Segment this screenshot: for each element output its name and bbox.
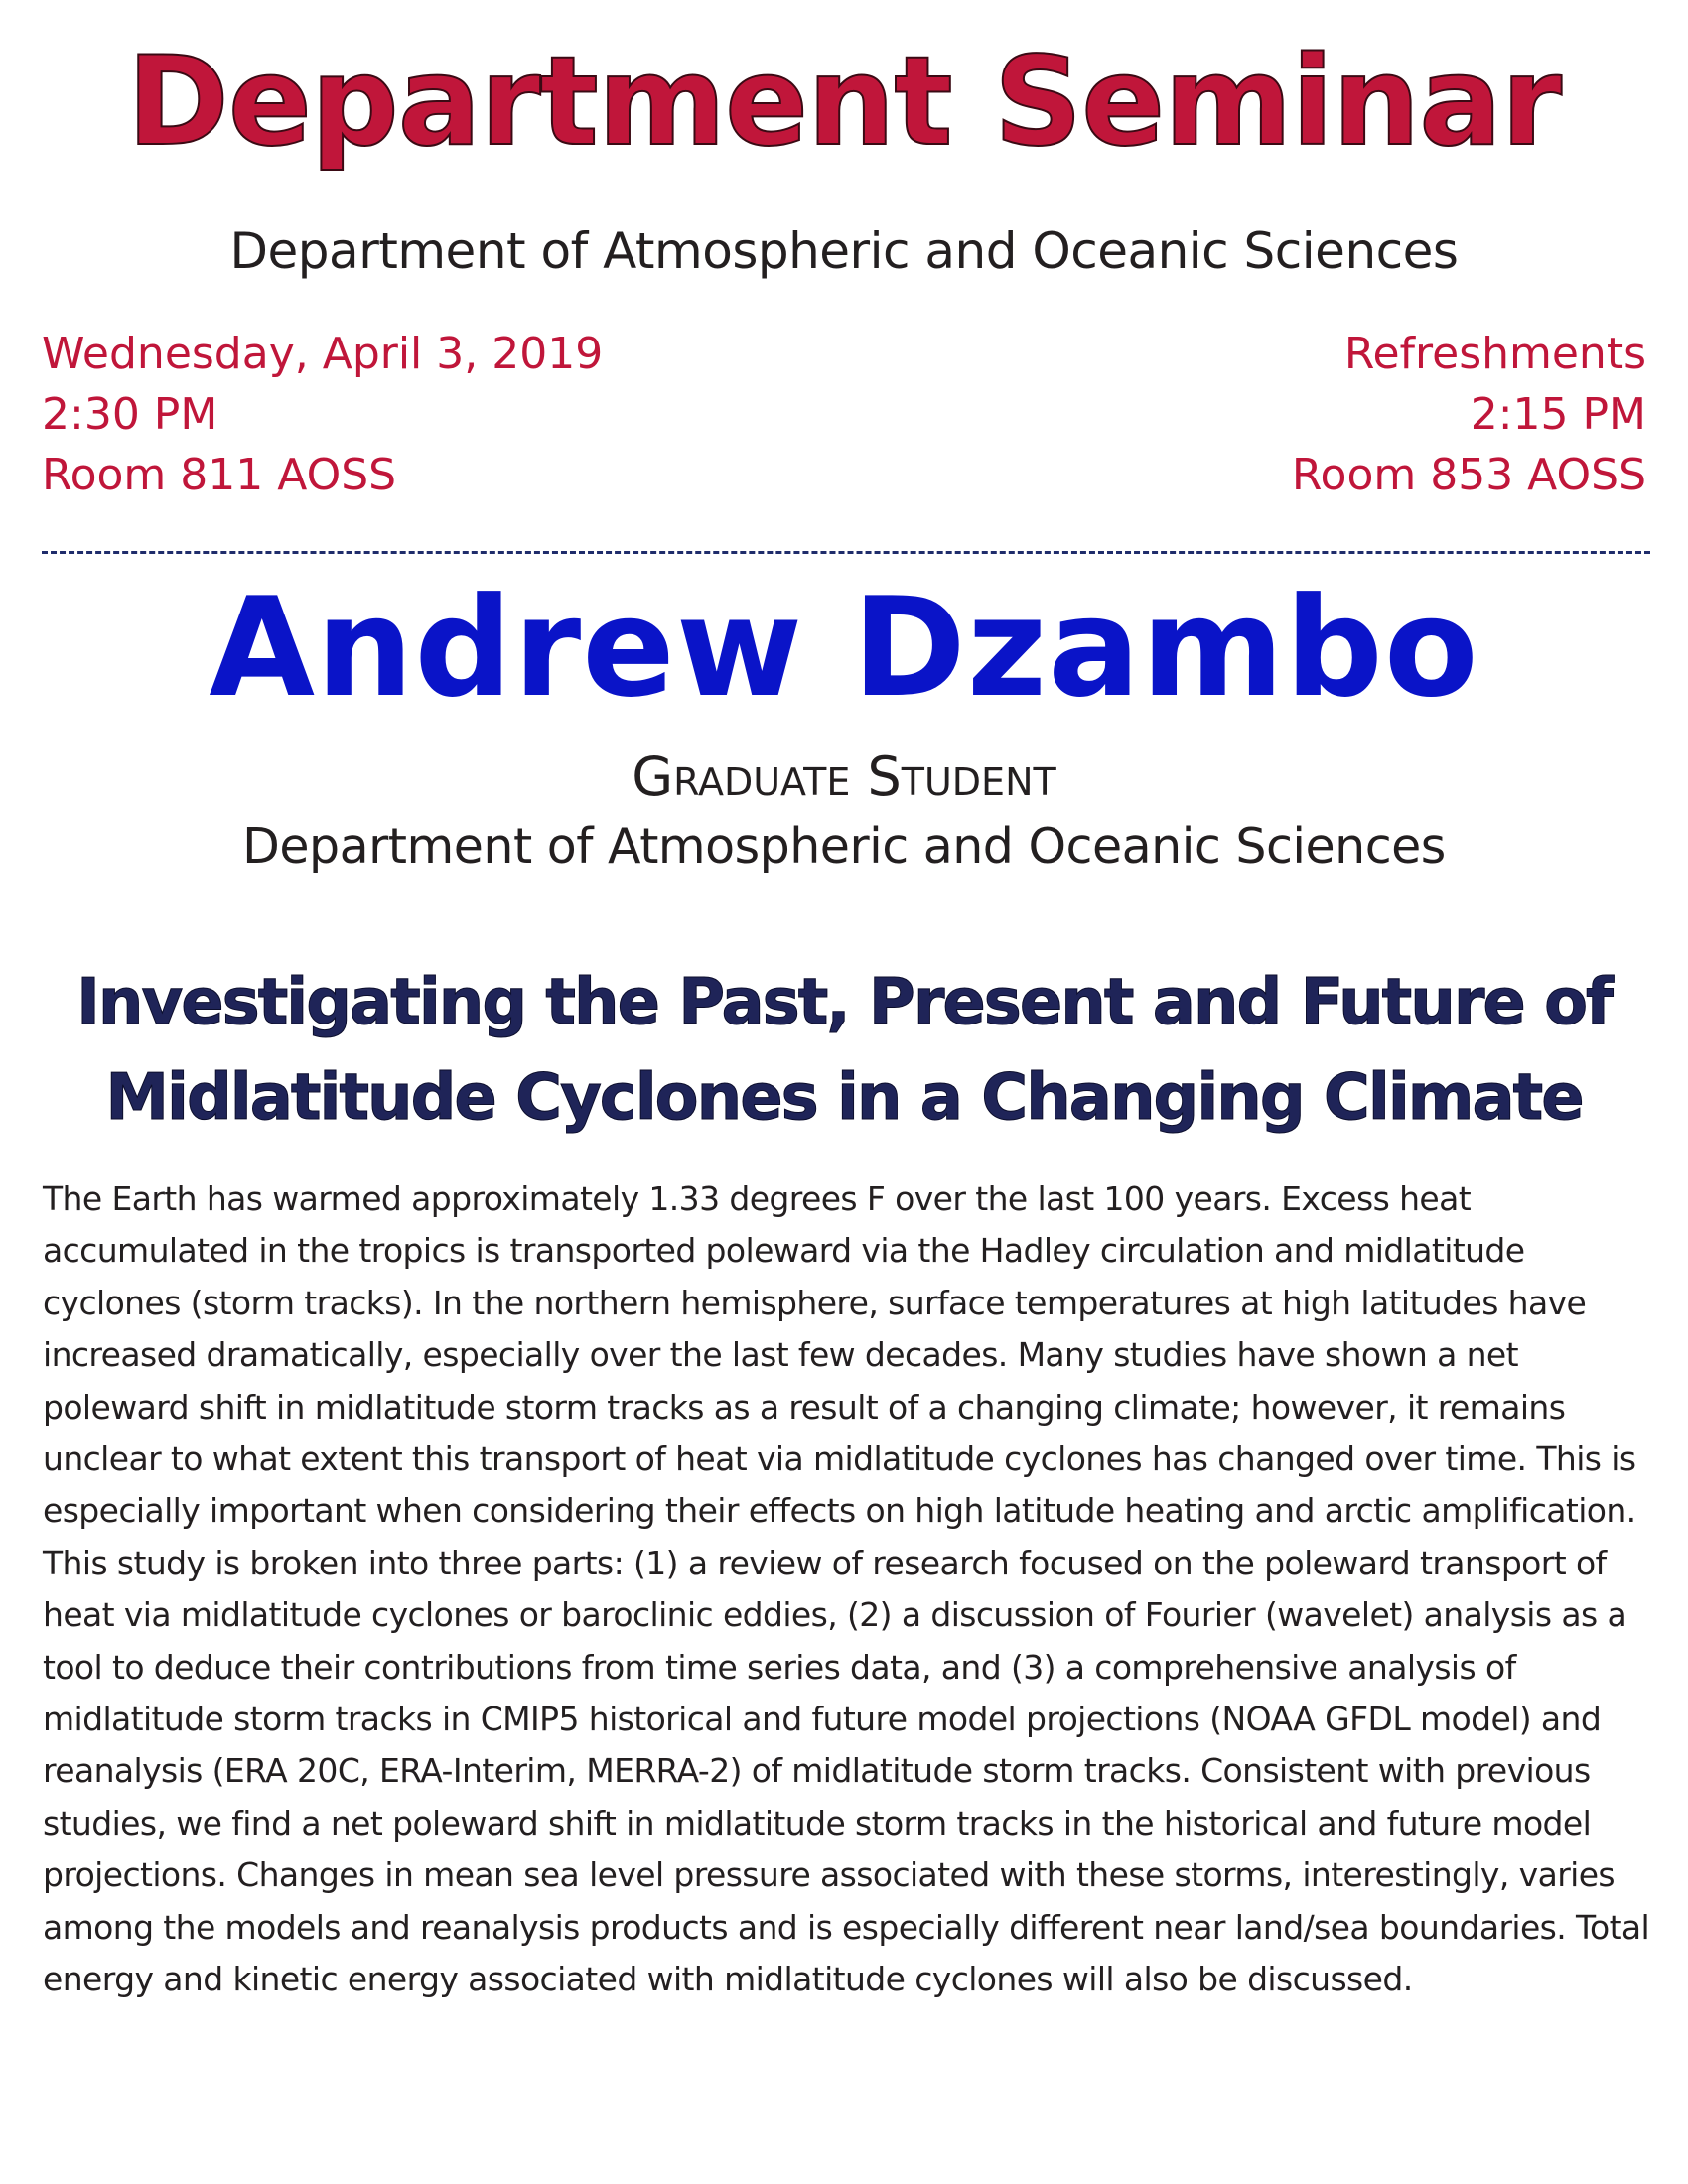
event-time: 2:30 PM — [42, 389, 218, 440]
talk-title-line-2: Midlatitude Cyclones in a Changing Climate — [105, 1061, 1583, 1135]
seminar-title: Department Seminar — [126, 31, 1562, 174]
refreshments-room: Room 853 AOSS — [1291, 450, 1646, 500]
refreshments-time: 2:15 PM — [1470, 389, 1646, 440]
abstract-paragraph-2: This study is broken into three parts: (1) a review of research focused on the poleward transport of heat via midlatitude cyclones or baroclinic eddies, (2) a discussion of Fourier (wavelet) analysis as a tool to deduce their contributions from time series data, and (3) a comprehensive analysis of midlatitude storm tracks in CMIP5 historical and future model projections (NOAA GFDL model) and reanalysis (ERA 20C, ERA-Interim, MERRA-2) of midlatitude storm tracks. Consistent with previous studies, we find a net poleward shift in midlatitude storm tracks in the historical and future model projections. Changes in mean sea level pressure associated with these storms, interestingly, varies among the models and reanalysis products and is especially different near land/sea boundaries. Total energy and kinetic energy associated with midlatitude cyclones will also be discussed. — [43, 1543, 1650, 1999]
refreshments-label: Refreshments — [1343, 329, 1646, 379]
dashed-divider — [42, 551, 1650, 554]
speaker-name: Andrew Dzambo — [209, 568, 1479, 728]
speaker-role: Graduate Student — [632, 746, 1056, 808]
talk-title — [40, 955, 1648, 1146]
talk-title-line-1: Investigating the Past, Present and Future of — [76, 966, 1612, 1039]
abstract-paragraph-1: The Earth has warmed approximately 1.33 degrees F over the last 100 years. Excess heat accumulated in the tropics is transported poleward via the Hadley circulation and midlatitude cyclones (storm tracks). In the northern hemisphere, surface temperatures at high latitudes have increased dramatically, especially over the last few decades. Many studies have shown a net poleward shift in midlatitude storm tracks as a result of a changing climate; however, it remains unclear to what extent this transport of heat via midlatitude cyclones has changed over time. This is especially important when considering their effects on high latitude heating and arctic amplification. — [43, 1179, 1636, 1531]
host-department: Department of Atmospheric and Oceanic Sciences — [229, 222, 1459, 280]
abstract — [43, 1173, 1655, 2006]
event-date: Wednesday, April 3, 2019 — [42, 329, 604, 379]
event-details — [42, 324, 603, 505]
speaker-department: Department of Atmospheric and Oceanic Sciences — [242, 818, 1446, 875]
event-room: Room 811 AOSS — [42, 450, 397, 500]
refreshments-details — [1292, 324, 1646, 505]
